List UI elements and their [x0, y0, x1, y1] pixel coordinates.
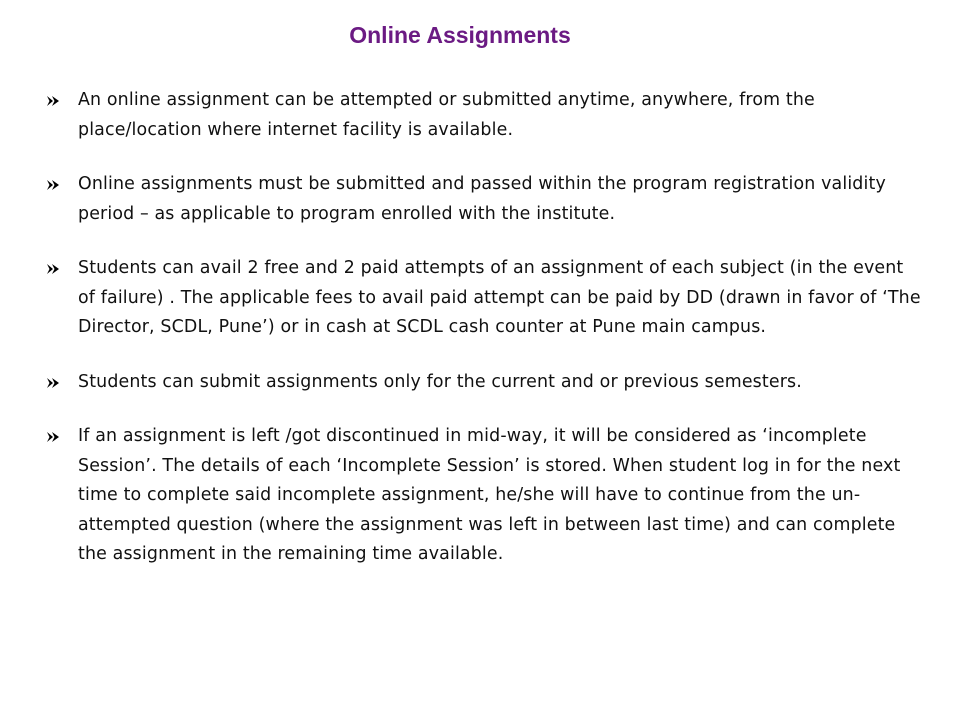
- bullet-item: [46, 422, 926, 570]
- checkmark-arrow-bullet-icon: [46, 376, 60, 390]
- bullet-item: [46, 170, 926, 229]
- bullet-text: Online assignments must be submitted and passed within the program registration validity period – as applicable to program enrolled with the institute.: [78, 174, 886, 224]
- checkmark-arrow-bullet-icon: [46, 430, 60, 444]
- checkmark-arrow-bullet-icon: [46, 262, 60, 276]
- checkmark-arrow-bullet-icon: [46, 94, 60, 108]
- bullet-text: Students can submit assignments only for the current and or previous semesters.: [78, 371, 802, 392]
- bullet-text: If an assignment is left /got discontinued in mid-way, it will be considered as ‘incomplete Session’. The details of each ‘Incomplete Session’ is stored. When student log in for the next time to complete said incomplete assignment, he/she will have to continue from the un-attempted question (where the assignment was left in between last time) and can complete the assignment in the remaining time available.: [78, 426, 901, 564]
- bullet-text: An online assignment can be attempted or submitted anytime, anywhere, from the place/location where internet facility is available.: [78, 90, 815, 140]
- slide-title: Online Assignments: [349, 22, 571, 48]
- bullet-item: [46, 86, 926, 145]
- bullet-list: [46, 86, 926, 595]
- bullet-item: [46, 368, 926, 398]
- bullet-item: [46, 254, 926, 343]
- checkmark-arrow-bullet-icon: [46, 178, 60, 192]
- bullet-text: Students can avail 2 free and 2 paid attempts of an assignment of each subject (in the event of failure) . The applicable fees to avail paid attempt can be paid by DD (drawn in favor of ‘The Director, SCDL, Pune’) or in cash at SCDL cash counter at Pune main campus.: [78, 258, 921, 337]
